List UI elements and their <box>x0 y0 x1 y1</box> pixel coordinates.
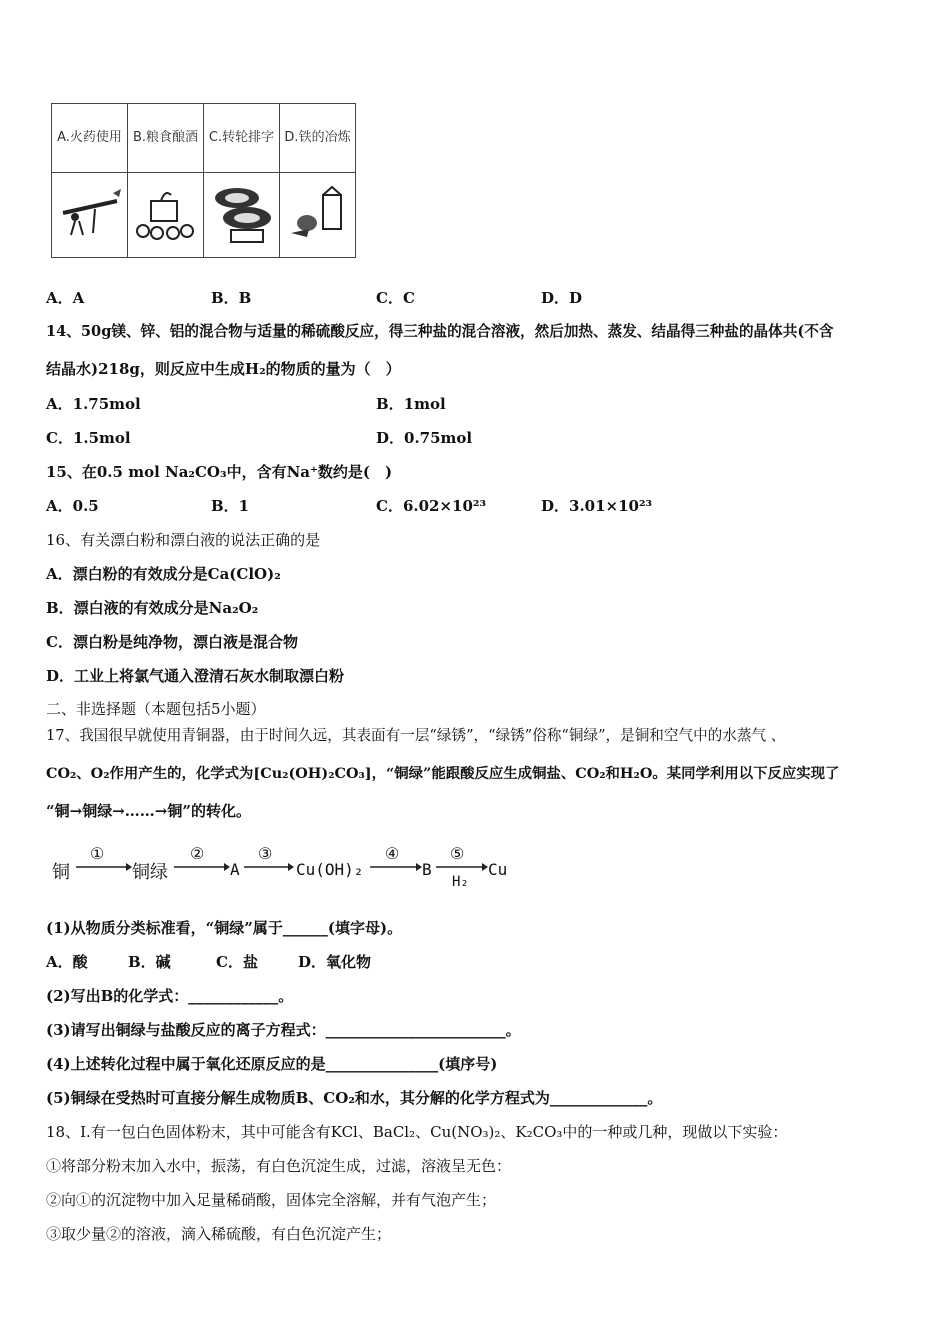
q17-sub1-choice-d: D．氧化物 <box>298 953 372 971</box>
table-header-b: B.粮食酿酒 <box>128 104 204 173</box>
q14-choice-b: B．1mol <box>376 395 446 413</box>
q13-image-table <box>51 103 356 258</box>
flow-step-3: ③ <box>258 844 273 863</box>
flow-arrow-2 <box>174 862 230 872</box>
q17-sub1: (1)从物质分类标准看，“铜绿”属于______(填字母)。 <box>46 919 403 937</box>
q17-sub2: (2)写出B的化学式：____________。 <box>46 987 294 1005</box>
q14-stem-line2: 结晶水)218g，则反应中生成H₂的物质的量为（ ） <box>46 360 401 378</box>
flow-node-verdigris: 铜绿 <box>132 862 168 883</box>
flow-node-cuoh2: Cu(OH)₂ <box>296 860 364 879</box>
q17-sub3: (3)请写出铜绿与盐酸反应的离子方程式：________________________。 <box>46 1021 521 1039</box>
q13-choice-b: B．B <box>211 289 252 307</box>
q18-step2: ②向①的沉淀物中加入足量稀硝酸，固体完全溶解，并有气泡产生； <box>46 1191 497 1209</box>
q13-choice-c: C．C <box>376 289 415 307</box>
flow-node-b: B <box>422 860 432 879</box>
q17-sub5: (5)铜绿在受热时可直接分解生成物质B、CO₂和水，其分解的化学方程式为_____________。 <box>46 1089 663 1107</box>
q14-choice-d: D．0.75mol <box>376 429 473 447</box>
flow-step-1: ① <box>90 844 105 863</box>
flow-node-a: A <box>230 860 240 879</box>
q16-choice-b: B．漂白液的有效成分是Na₂O₂ <box>46 599 259 617</box>
flow-arrow-4 <box>370 862 422 872</box>
flow-step-5: ⑤ <box>450 844 465 863</box>
table-header-c: C.转轮排字 <box>204 104 280 173</box>
q15-choice-a: A．0.5 <box>46 497 99 515</box>
q13-choice-a: A．A <box>46 289 85 307</box>
q16-choice-c: C．漂白粉是纯净物，漂白液是混合物 <box>46 633 298 651</box>
flow-arrow-1 <box>76 862 132 872</box>
q17-sub1-choice-a: A．酸 <box>46 953 88 971</box>
flow-step-4: ④ <box>385 844 400 863</box>
q16-choice-d: D．工业上将氯气通入澄清石灰水制取漂白粉 <box>46 667 345 685</box>
q15-stem: 15、在0.5 mol Na₂CO₃中，含有Na⁺数约是( ) <box>46 463 393 481</box>
brewing-illustration <box>128 173 204 258</box>
flow-reagent-h2: H₂ <box>452 874 469 890</box>
q17-stem-line3: “铜→铜绿→……→铜”的转化。 <box>46 802 251 820</box>
flow-node-copper: 铜 <box>52 862 70 883</box>
q18-stem-line1: 18、Ⅰ.有一包白色固体粉末，其中可能含有KCl、BaCl₂、Cu(NO₃)₂、K₂CO₃中的一种或几种，现做以下实验： <box>46 1123 788 1141</box>
flow-arrow-3 <box>244 862 294 872</box>
flow-arrow-5 <box>436 862 488 872</box>
q17-sub4: (4)上述转化过程中属于氧化还原反应的是_______________(填序号) <box>46 1055 498 1073</box>
q16-stem: 16、有关漂白粉和漂白液的说法正确的是 <box>46 531 321 549</box>
q18-step1: ①将部分粉末加入水中，振荡，有白色沉淀生成，过滤，溶液呈无色： <box>46 1157 512 1175</box>
q17-stem-line1: 17、我国很早就使用青铜器，由于时间久远，其表面有一层“绿锈”，“绿锈”俗称“铜绿”，是铜和空气中的水蒸气 、 <box>46 727 786 744</box>
q15-choice-b: B．1 <box>211 497 250 515</box>
q14-choice-a: A．1.75mol <box>46 395 141 413</box>
q14-choice-c: C．1.5mol <box>46 429 131 447</box>
q15-choice-d: D．3.01×10²³ <box>541 497 653 515</box>
q16-choice-a: A．漂白粉的有效成分是Ca(ClO)₂ <box>46 565 281 583</box>
q15-choice-c: C．6.02×10²³ <box>376 497 487 515</box>
q17-sub1-choice-c: C．盐 <box>216 953 258 971</box>
q13-choice-d: D．D <box>541 289 583 307</box>
flow-node-cu: Cu <box>488 860 508 879</box>
flow-step-2: ② <box>190 844 205 863</box>
q17-stem-line2: CO₂、O₂作用产生的，化学式为[Cu₂(OH)₂CO₃]，“铜绿”能跟酸反应生成铜盐、CO₂和H₂O。某同学利用以下反应实现了 <box>46 765 840 782</box>
table-header-d: D.铁的冶炼 <box>280 104 356 173</box>
type-wheel-illustration <box>204 173 280 258</box>
q18-step3: ③取少量②的溶液，滴入稀硫酸，有白色沉淀产生； <box>46 1225 392 1243</box>
q14-stem-line1: 14、50g镁、锌、铝的混合物与适量的稀硫酸反应，得三种盐的混合溶液，然后加热、蒸发、结晶得三种盐的晶体共(不含 <box>46 323 834 340</box>
table-header-a: A.火药使用 <box>52 104 128 173</box>
q17-sub1-choice-b: B．碱 <box>128 953 171 971</box>
iron-smelting-illustration <box>280 173 356 258</box>
gunpowder-illustration <box>52 173 128 258</box>
section-heading: 二、非选择题（本题包括5小题） <box>46 700 266 718</box>
